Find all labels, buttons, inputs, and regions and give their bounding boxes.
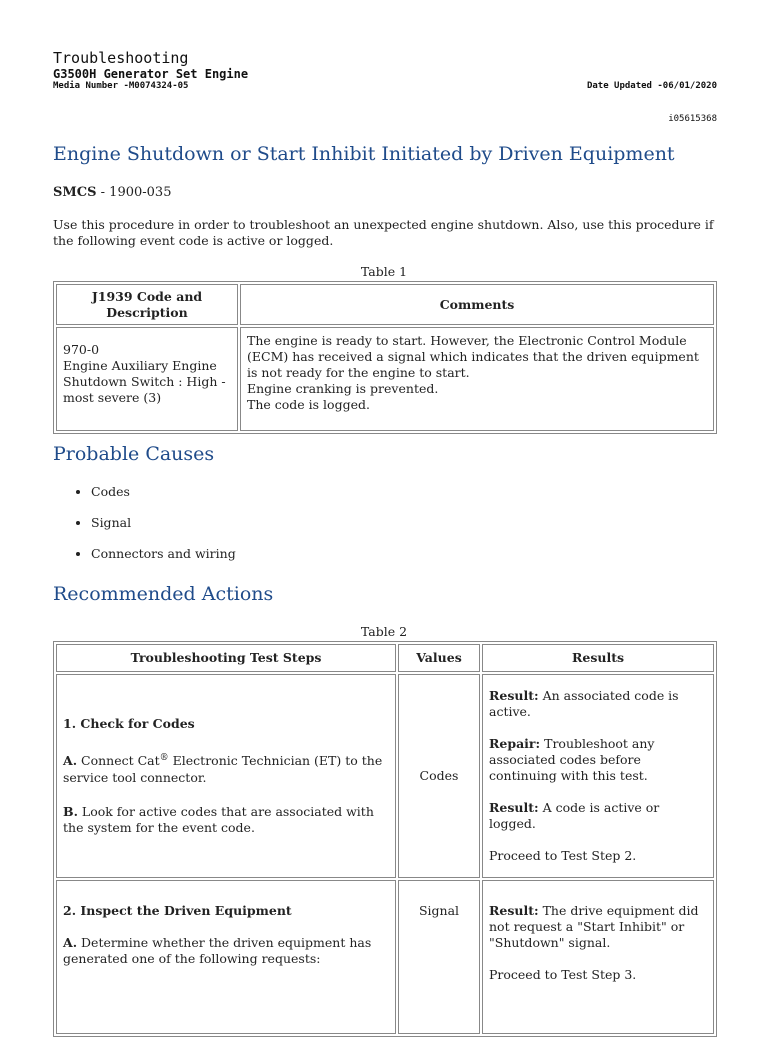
comment-line: Engine cranking is prevented.: [247, 381, 439, 396]
list-item: • Signal: [91, 515, 236, 546]
step1-proceed: Proceed to Test Step 2.: [489, 848, 637, 863]
probable-causes-list: [53, 484, 236, 577]
table1-code-cell: [56, 327, 238, 431]
step1-a-text: Connect Cat: [77, 753, 160, 769]
table1: [53, 281, 717, 434]
recommended-actions-heading: Recommended Actions: [53, 583, 274, 605]
step1-cell: [56, 674, 396, 878]
date-updated: Date Updated -06/01/2020: [586, 81, 717, 91]
step1-b: [63, 804, 389, 836]
table2-caption: Table 2: [360, 624, 408, 639]
step2-proceed: Proceed to Test Step 3.: [489, 967, 637, 982]
step1-result1: [489, 688, 707, 720]
step2-result: [489, 903, 707, 951]
repair-text: Troubleshoot any associated codes before continuing with this test.: [489, 736, 655, 783]
table2-header-values: Values: [398, 644, 480, 672]
step1-b-text: Look for active codes that are associated with the system for the event code.: [63, 803, 374, 835]
result-text: An associated code is active.: [489, 688, 679, 719]
result-label: Result:: [489, 800, 539, 815]
step2-cell: [56, 880, 396, 1034]
step1-a-text-cont: Electronic Technician (ET) to the service tool connector.: [63, 753, 383, 785]
table1-caption: Table 1: [360, 264, 408, 279]
media-number: Media Number -M0074324-05: [53, 81, 189, 91]
registered-mark: ®: [159, 753, 169, 764]
smcs-line: [53, 185, 171, 200]
table1-comments-cell: [240, 327, 714, 431]
smcs-value: - 1900-035: [96, 185, 172, 200]
step1-value: Codes: [398, 674, 480, 878]
step1-a-label: A.: [63, 753, 78, 769]
result-text: A code is active or logged.: [489, 800, 660, 831]
intro-paragraph: Use this procedure in order to troubleshoot an unexpected engine shutdown. Also, use this procedure if the following event code is active or logged.: [53, 217, 714, 248]
step2-value: Signal: [398, 880, 480, 1034]
step2-a-label: A.: [63, 935, 78, 950]
document-category: Troubleshooting: [53, 49, 189, 67]
event-code: 970-0: [63, 342, 100, 357]
event-description: Engine Auxiliary Engine Shutdown Switch : High - most severe (3): [63, 358, 226, 405]
table2: [53, 641, 717, 1037]
smcs-label: SMCS: [53, 185, 97, 200]
table1-header-row: [56, 284, 714, 325]
list-item: • Codes: [91, 484, 236, 515]
step2-title: 2. Inspect the Driven Equipment: [63, 903, 292, 918]
step1-a: [63, 750, 389, 785]
comment-line: The engine is ready to start. However, the Electronic Control Module (ECM) has received a signal which indicates that the driven equipment is not ready for the engine to start.: [247, 333, 699, 380]
comment-line: The code is logged.: [247, 397, 370, 412]
list-item: • Connectors and wiring: [91, 546, 236, 577]
step2-a-text: Determine whether the driven equipment has generated one of the following requests:: [63, 935, 372, 966]
result-label: Result:: [489, 688, 539, 703]
table1-header-code: J1939 Code and Description: [56, 284, 238, 325]
product-name: G3500H Generator Set Engine: [53, 67, 249, 81]
result-text: The drive equipment did not request a "Start Inhibit" or "Shutdown" signal.: [489, 903, 699, 950]
step2-a: [63, 935, 389, 967]
step1-repair: [489, 736, 707, 784]
step1-results-cell: [482, 674, 714, 878]
result-label: Result:: [489, 903, 539, 918]
step1-result2: [489, 800, 707, 832]
probable-causes-heading: Probable Causes: [53, 443, 215, 465]
step1-title: 1. Check for Codes: [63, 716, 195, 732]
table2-header-row: [56, 644, 714, 672]
table-row: [56, 674, 714, 878]
document-id: i05615368: [668, 114, 717, 124]
step1-b-label: B.: [63, 803, 78, 819]
table2-header-steps: Troubleshooting Test Steps: [56, 644, 396, 672]
table-row: [56, 327, 714, 431]
table-row: [56, 880, 714, 1034]
repair-label: Repair:: [489, 736, 541, 751]
table1-header-comments: Comments: [240, 284, 714, 325]
table2-header-results: Results: [482, 644, 714, 672]
step2-results-cell: [482, 880, 714, 1034]
page-title: Engine Shutdown or Start Inhibit Initiated by Driven Equipment: [53, 143, 675, 165]
